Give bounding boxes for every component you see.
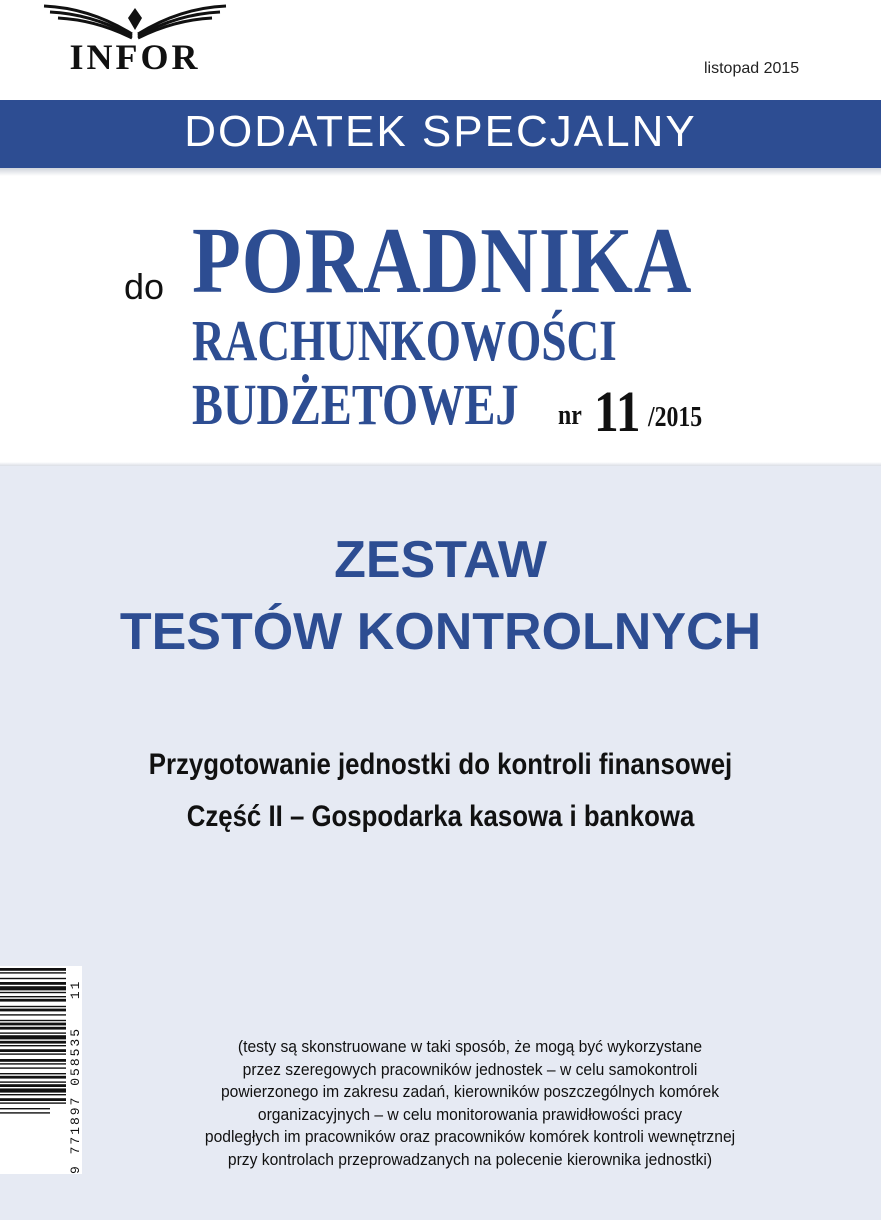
special-supplement-band: [0, 100, 881, 168]
barcode: [0, 966, 82, 1174]
subtitle-line1: Przygotowanie jednostki do kontroli finansowej: [148, 748, 733, 781]
infor-logo: [40, 0, 230, 78]
note-line: podległych im pracowników oraz pracowników komórek kontroli wewnętrznej: [204, 1127, 736, 1146]
publication-title-line1: PORADNIKA: [192, 209, 693, 313]
note-line: organizacyjnych – w celu monitorowania prawidłowości pracy: [257, 1104, 683, 1124]
note-line: przy kontrolach przeprowadzanych na polecenie kierownika jednostki): [227, 1149, 713, 1169]
infor-logo-text: INFOR: [69, 37, 201, 77]
barcode-bars-icon: [0, 966, 66, 1174]
publication-title-line3: BUDŻETOWEJ: [192, 372, 519, 437]
issue-nr-label: nr: [558, 400, 582, 431]
issue-date: listopad 2015: [704, 60, 800, 77]
band-shadow: [0, 168, 881, 176]
infor-wings-logo-icon: [40, 0, 230, 40]
barcode-addon: 11: [68, 979, 83, 1000]
issue-year: /2015: [648, 402, 703, 433]
main-title-line1: ZESTAW: [334, 531, 547, 589]
publication-prefix: do: [124, 266, 165, 307]
band-title: DODATEK SPECJALNY: [184, 107, 697, 156]
note-line: przez szeregowych pracowników jednostek – w celu samokontroli: [242, 1059, 698, 1079]
publication-title-line2: RACHUNKOWOŚCI: [192, 308, 617, 373]
subtitle-line2: Część II – Gospodarka kasowa i bankowa: [186, 800, 695, 833]
note-line: powierzonego im zakresu zadań, kierowników poszczególnych komórek: [220, 1082, 720, 1101]
main-title-line2: TESTÓW KONTROLNYCH: [119, 603, 762, 661]
issue-number: 11: [594, 379, 641, 444]
barcode-digits: [68, 966, 84, 1174]
description-note: [130, 1036, 810, 1171]
note-line: (testy są skonstruowane w taki sposób, że mogą być wykorzystane: [237, 1037, 703, 1056]
barcode-number: 9 771897 058535: [68, 1026, 83, 1174]
